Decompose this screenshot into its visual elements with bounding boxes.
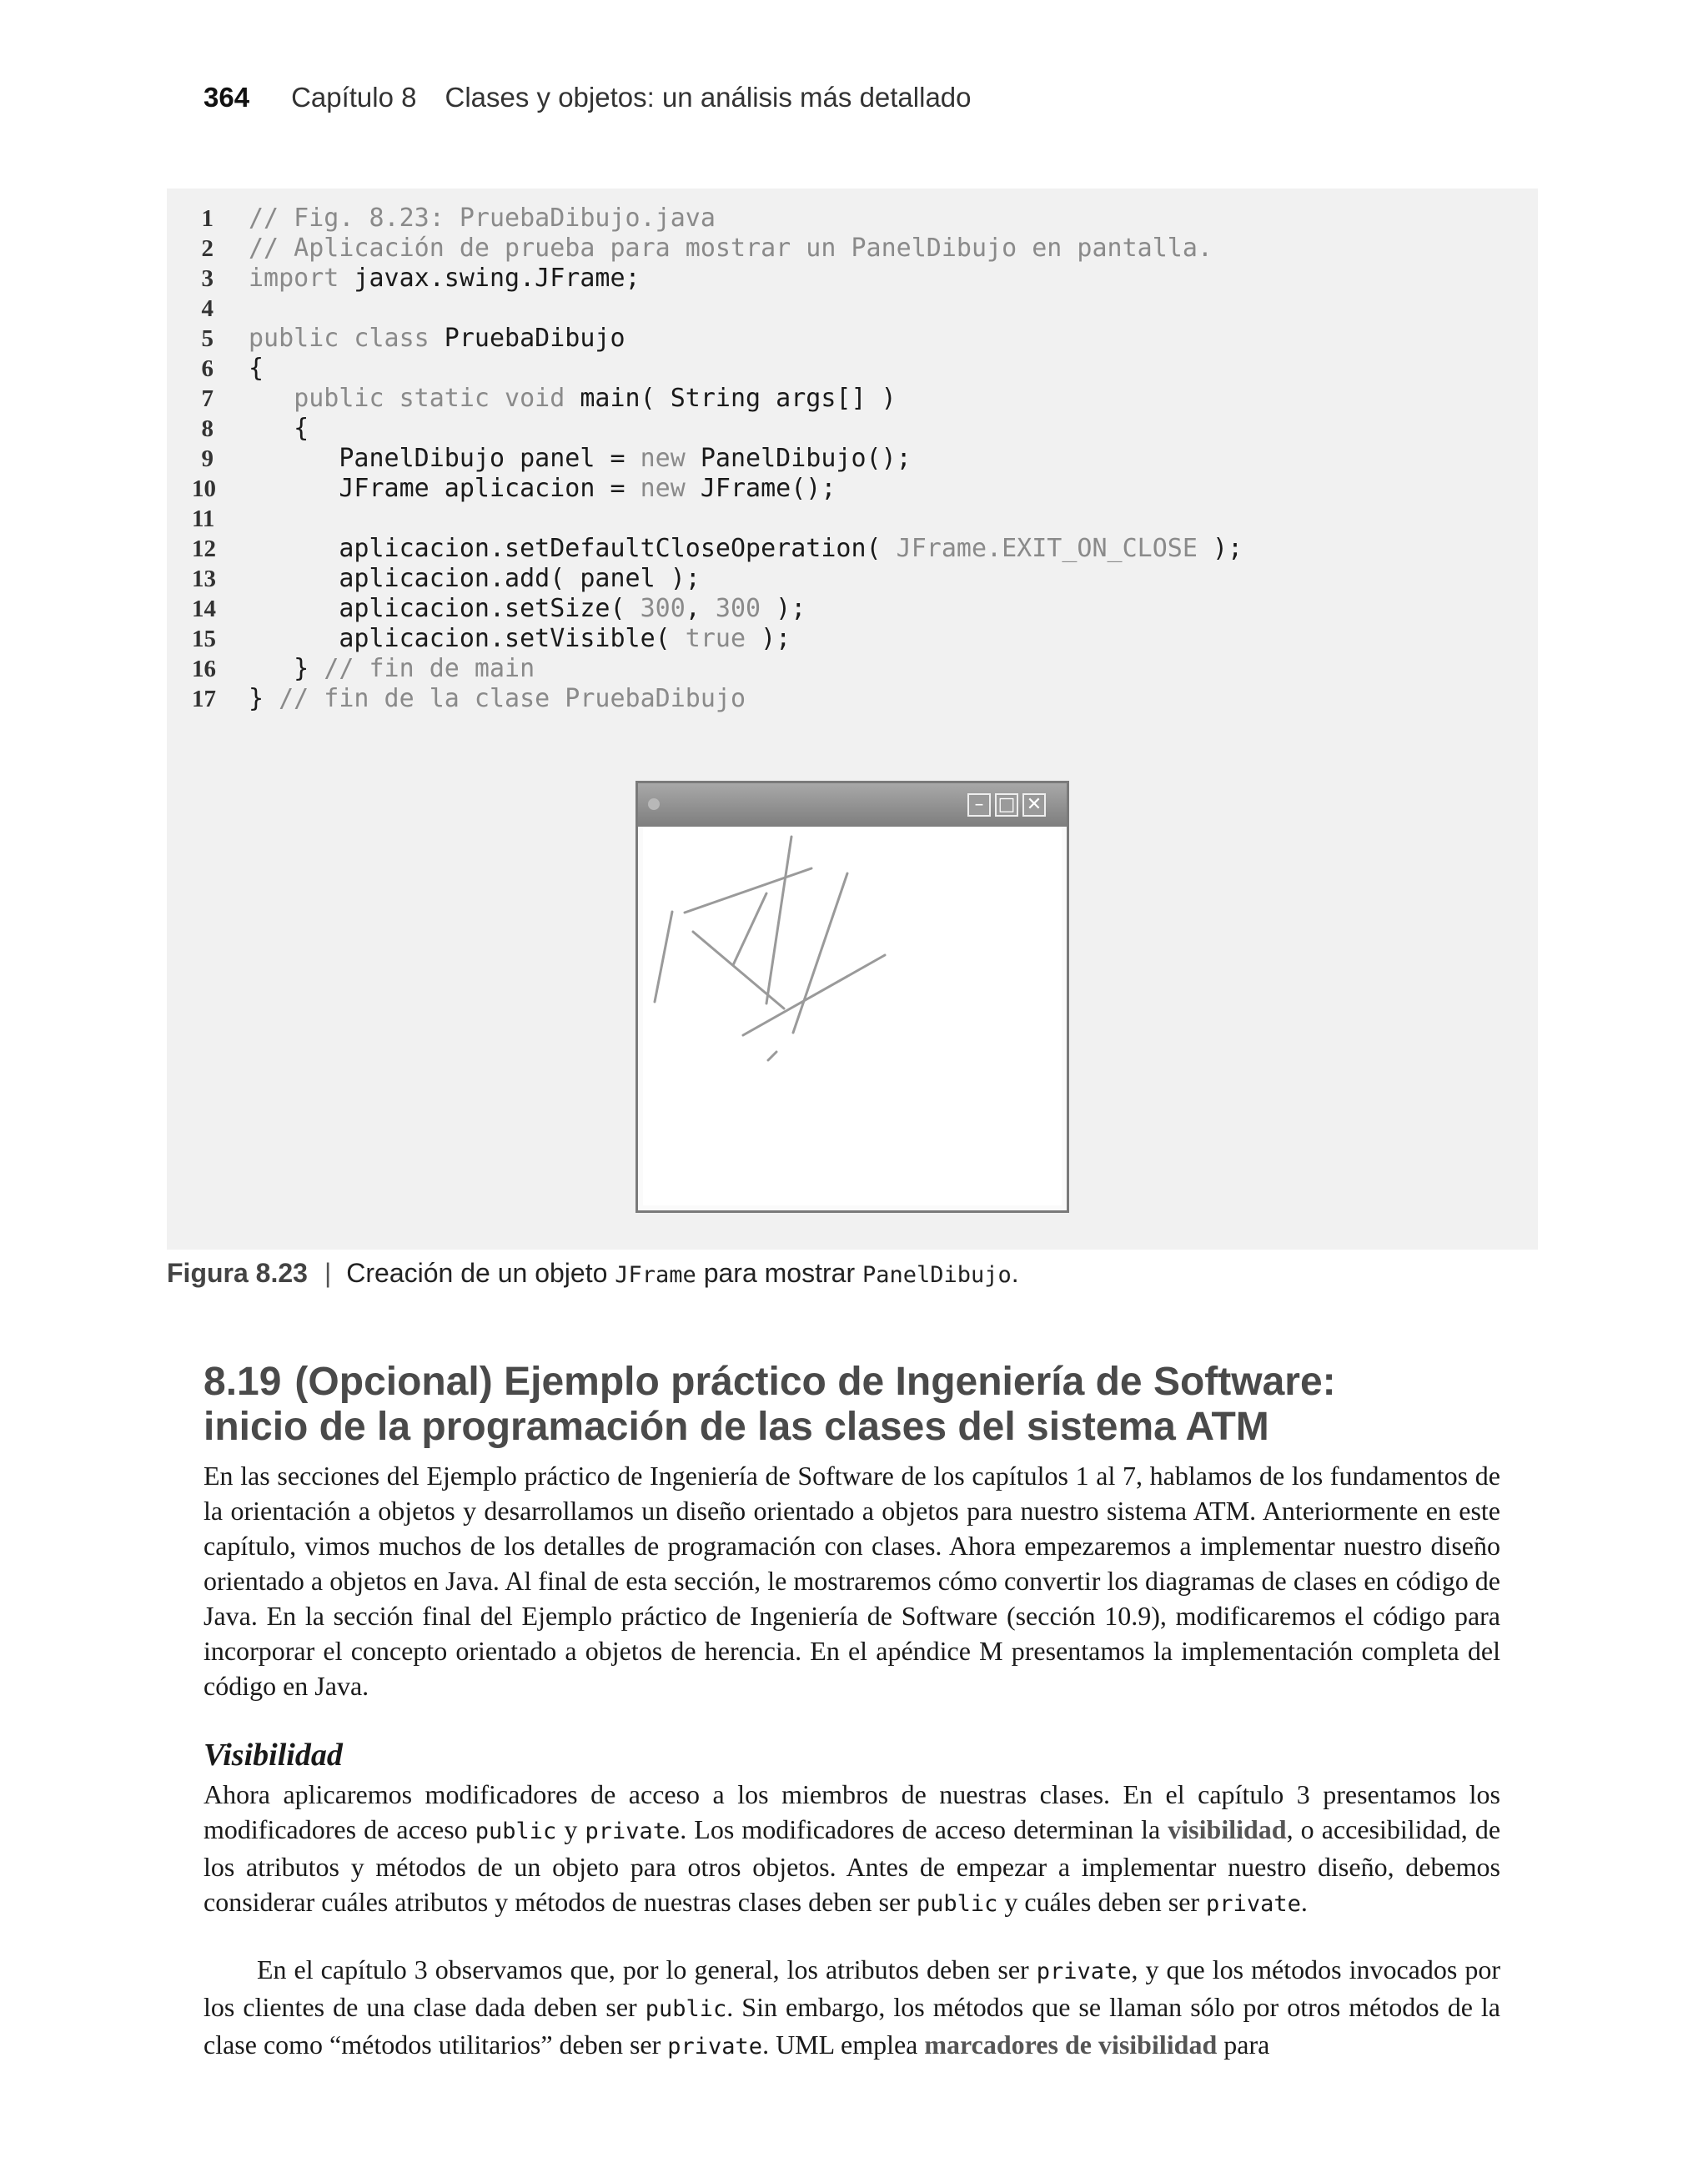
drawing-panel [643,827,1062,1205]
code-keyword: new [640,474,686,503]
subheading: Visibilidad [203,1738,343,1773]
code-text: aplicacion.setVisible( [249,624,686,653]
code-line [192,594,1510,624]
key-term: marcadores de visibilidad [924,2030,1218,2060]
code-keyword: import [249,264,339,293]
code-text: { [249,354,264,383]
code-keyword: public class [249,324,430,353]
code-line [192,264,1510,294]
chapter-label: Capítulo 8 [291,82,417,113]
inline-code: public [916,1891,998,1917]
text-run: , o accesibilidad, de los atributos y métodos de un objeto para otros objetos. Antes de empezar a implementar nuestro diseño, debemos considerar cuáles atributos y métodos de nuestras clases deben ser [203,1814,1501,1917]
code-text: aplicacion.setDefaultCloseOperation( [249,534,897,563]
drawn-line [768,1052,776,1060]
code-text: main( String args[] ) [565,384,897,413]
line-number: 2 [201,235,214,262]
random-lines-drawing [643,827,1062,1205]
code-keyword: public static void [294,384,565,413]
code-line [192,504,1510,534]
line-number: 3 [201,265,214,292]
chapter-title: Clases y objetos: un análisis más detallado [445,82,972,113]
code-listing [192,204,1510,714]
code-line [192,564,1510,594]
code-text: javax.swing.JFrame; [339,264,640,293]
caption-text: Creación de un objeto [346,1258,615,1288]
line-number: 6 [201,355,214,382]
caption-text: para mostrar [696,1258,862,1288]
maximize-icon[interactable]: □ [995,793,1018,817]
caption-code: JFrame [615,1262,696,1288]
code-keyword: 300 [640,594,686,623]
code-text: PruebaDibujo [429,324,625,353]
section-title-line1: (Opcional) Ejemplo práctico de Ingeniería de Software: [294,1360,1336,1404]
figure-label: Figura 8.23 [167,1258,308,1288]
minimize-icon[interactable]: – [967,793,991,817]
code-line [192,294,1510,324]
drawn-line [793,873,847,1033]
code-text: PanelDibujo panel = [249,444,640,473]
text-run: y cuáles deben ser [997,1887,1207,1917]
code-line [192,234,1510,264]
inline-code: public [475,1818,557,1844]
line-number: 15 [192,626,216,652]
line-number: 7 [201,385,214,412]
text-run: Ahora aplicaremos modificadores de acceso a los miembros de nuestras clases. En el capítulo 3 presentamos los modificadores de acceso [203,1779,1500,1844]
code-text: ); [746,624,791,653]
caption-text: . [1011,1258,1019,1288]
code-line [192,534,1510,564]
line-number: 13 [192,566,216,592]
code-line [192,414,1510,444]
inline-code: private [667,2034,763,2060]
paragraph [203,1952,1500,2065]
code-keyword: new [640,444,686,473]
section-heading [203,1360,1336,1450]
figure-panel [167,189,1538,1250]
text-run: , y que los métodos invocados por los clientes de una clase dada deben ser [203,1954,1501,2022]
close-icon[interactable]: ✕ [1022,793,1046,817]
section-title-line2: inicio de la programación de las clases del sistema ATM [203,1405,1269,1449]
window-titlebar[interactable] [638,783,1067,827]
code-line [192,324,1510,354]
page-number: 364 [203,82,250,113]
app-window [635,781,1069,1213]
paragraph: En las secciones del Ejemplo práctico de Ingeniería de Software de los capítulos 1 al 7, hablamos de los fundamentos de la orientación a objetos y desarrollamos un diseño orientado a objetos para nuestro sistema ATM. Anteriormente en este capítulo, vimos muchos de los detalles de programación con clases. Ahora empezaremos a implementar nuestro diseño orientado a objetos en Java. Al final de esta sección, le mostraremos cómo convertir los diagramas de clases en código de Java. En la sección final del Ejemplo práctico de Ingeniería de Software (sección 10.9), modificaremos el código para incorporar el concepto orientado a objetos de herencia. En el apéndice M presentamos la implementación completa del código en Java. [203,1461,1500,1701]
code-text: , [685,594,716,623]
caption-separator: | [324,1258,332,1288]
line-number: 4 [201,295,214,322]
code-text: JFrame(); [685,474,836,503]
code-line [192,474,1510,504]
figure-caption [167,1258,1019,1289]
code-text: aplicacion.add( panel ); [249,564,701,593]
paragraph [203,1777,1500,1922]
code-line [192,684,1510,714]
inline-code: private [585,1818,681,1844]
inline-code: public [645,1996,727,2022]
running-head [203,82,972,113]
drawn-line [766,837,791,1003]
text-run: . Sin embargo, los métodos que se llaman sólo por otros métodos de la clase como “métodos utilitarios” deben ser [203,1992,1501,2060]
code-keyword: JFrame.EXIT_ON_CLOSE [896,534,1198,563]
line-number: 8 [201,415,214,442]
code-text: aplicacion.setSize( [249,594,640,623]
code-text [249,384,294,413]
code-text: { [249,414,309,443]
code-text: JFrame aplicacion = [249,474,640,503]
text-run: para [1217,2030,1270,2060]
drawn-line [743,955,885,1035]
text-run: . [1300,1887,1308,1917]
code-text: ); [1197,534,1243,563]
section-number: 8.19 [203,1360,282,1404]
code-text: } [249,684,279,713]
line-number: 5 [201,325,214,352]
caption-code: PanelDibujo [862,1262,1012,1288]
code-text: ); [761,594,806,623]
code-comment: // fin de la clase PruebaDibujo [279,684,746,713]
line-number: 11 [192,506,215,532]
code-comment: // fin de main [324,654,535,683]
code-line [192,354,1510,384]
key-term: visibilidad [1168,1814,1287,1844]
code-line [192,444,1510,474]
line-number: 12 [192,536,216,562]
code-line [192,654,1510,684]
drawn-line [655,912,672,1002]
code-text: PanelDibujo(); [685,444,912,473]
code-line [192,624,1510,654]
inline-code: private [1036,1959,1132,1984]
code-text: } [249,654,324,683]
text-run: En el capítulo 3 observamos que, por lo general, los atributos deben ser [257,1954,1037,1984]
text-run: y [556,1814,585,1844]
line-number: 9 [201,445,214,472]
text-run: . UML emplea [762,2030,925,2060]
drawn-line [685,868,811,913]
code-comment: // Fig. 8.23: PruebaDibujo.java [249,204,716,233]
line-number: 14 [192,596,216,622]
window-menu-icon[interactable] [648,798,660,810]
code-line [192,204,1510,234]
code-comment: // Aplicación de prueba para mostrar un PanelDibujo en pantalla. [249,234,1213,263]
line-number: 10 [192,475,216,502]
inline-code: private [1206,1891,1301,1917]
line-number: 1 [201,205,214,232]
line-number: 16 [192,656,216,682]
code-line [192,384,1510,414]
text-run: . Los modificadores de acceso determinan la [680,1814,1168,1844]
code-keyword: true [685,624,746,653]
line-number: 17 [192,686,216,712]
drawn-line [733,893,766,965]
code-keyword: 300 [715,594,761,623]
